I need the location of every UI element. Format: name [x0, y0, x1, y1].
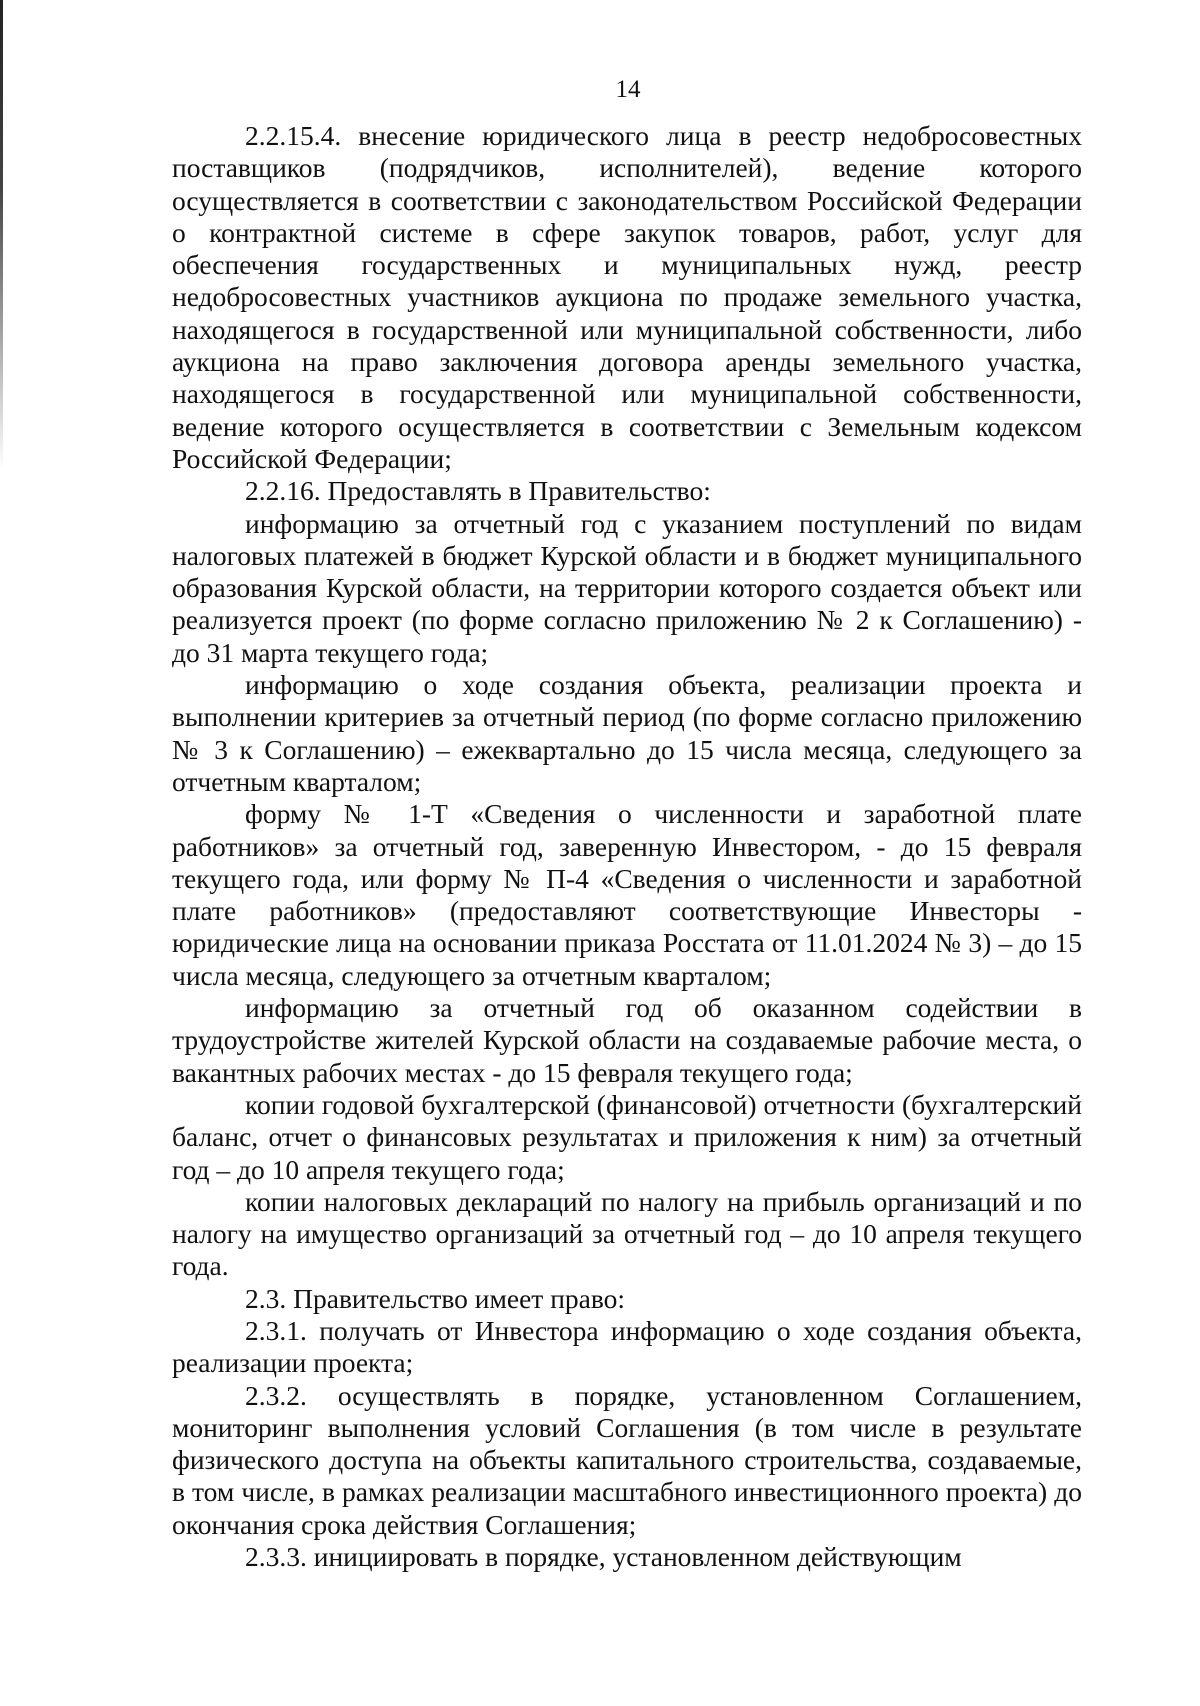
paragraph-2-2-15-4: 2.2.15.4. внесение юридического лица в реестр недобросовестных поставщиков (подрядчиков, исполнителей), ведение которого осуществляется в соответствии с законодательством Российской Федерации о контрактной системе в сфере закупок товаров, работ, услуг для обеспечения государственных и муниципальных нужд, реестр недобросовестных участников аукциона по продаже земельного участка, находящегося в государственной или муниципальной собственности, либо аукциона на право заключения договора аренды земельного участка, находящегося в государственной или муниципальной собственности, ведение которого осуществляется в соответствии с Земельным кодексом Российской Федерации; [172, 120, 1082, 474]
paragraph-tax-declarations: копии налоговых деклараций по налогу на прибыль организаций и по налогу на имущество организаций за отчетный год – до 10 апреля текущего года. [172, 1185, 1082, 1282]
paragraph-tax-info: информацию за отчетный год с указанием поступлений по видам налоговых платежей в бюджет Курской области и в бюджет муниципального образования Курской области, на территории которого создается объект или реализуется проект (по форме согласно приложению № 2 к Соглашению) - до 31 марта текущего года; [172, 507, 1082, 668]
paragraph-2-3-3: 2.3.3. инициировать в порядке, установленном действующим [245, 1541, 962, 1573]
paragraph-2-3-1: 2.3.1. получать от Инвестора информацию о ходе создания объекта, реализации проекта; [172, 1314, 1082, 1379]
paragraph-employment-info: информацию за отчетный год об оказанном содействии в трудоустройстве жителей Курской области на создаваемые рабочие места, о вакантных рабочих местах - до 15 февраля текущего года; [172, 992, 1082, 1088]
paragraph-2-3: 2.3. Правительство имеет право: [245, 1282, 626, 1314]
document-body [172, 120, 1082, 1573]
page-number: 14 [615, 76, 641, 103]
paragraph-progress-info: информацию о ходе создания объекта, реализации проекта и выполнении критериев за отчетный период (по форме согласно приложению № 3 к Соглашению) – ежеквартально до 15 числа месяца, следующего за отчетным кварталом; [172, 669, 1082, 797]
paragraph-accounting-reports: копии годовой бухгалтерской (финансовой) отчетности (бухгалтерский баланс, отчет о финансовых результатах и приложения к ним) за отчетный год – до 10 апреля текущего года; [172, 1088, 1082, 1185]
paragraph-2-3-2: 2.3.2. осуществлять в порядке, установленном Соглашением, мониторинг выполнения условий Соглашения (в том числе в результате физического доступа на объекты капитального строительства, создаваемые, в том числе, в рамках реализации масштабного инвестиционного проекта) до окончания срока действия Соглашения; [172, 1379, 1082, 1540]
paragraph-2-2-16: 2.2.16. Предоставлять в Правительство: [245, 475, 711, 507]
scan-edge-mark [0, 0, 3, 470]
paragraph-form-1t: форму № 1-Т «Сведения о численности и заработной плате работников» за отчетный год, заверенную Инвестором, - до 15 февраля текущего года, или форму № П-4 «Сведения о численности и заработной плате работников» (предоставляют соответствующие Инвесторы - юридические лица на основании приказа Росстата от 11.01.2024 № 3) – до 15 числа месяца, следующего за отчетным кварталом; [172, 798, 1082, 991]
